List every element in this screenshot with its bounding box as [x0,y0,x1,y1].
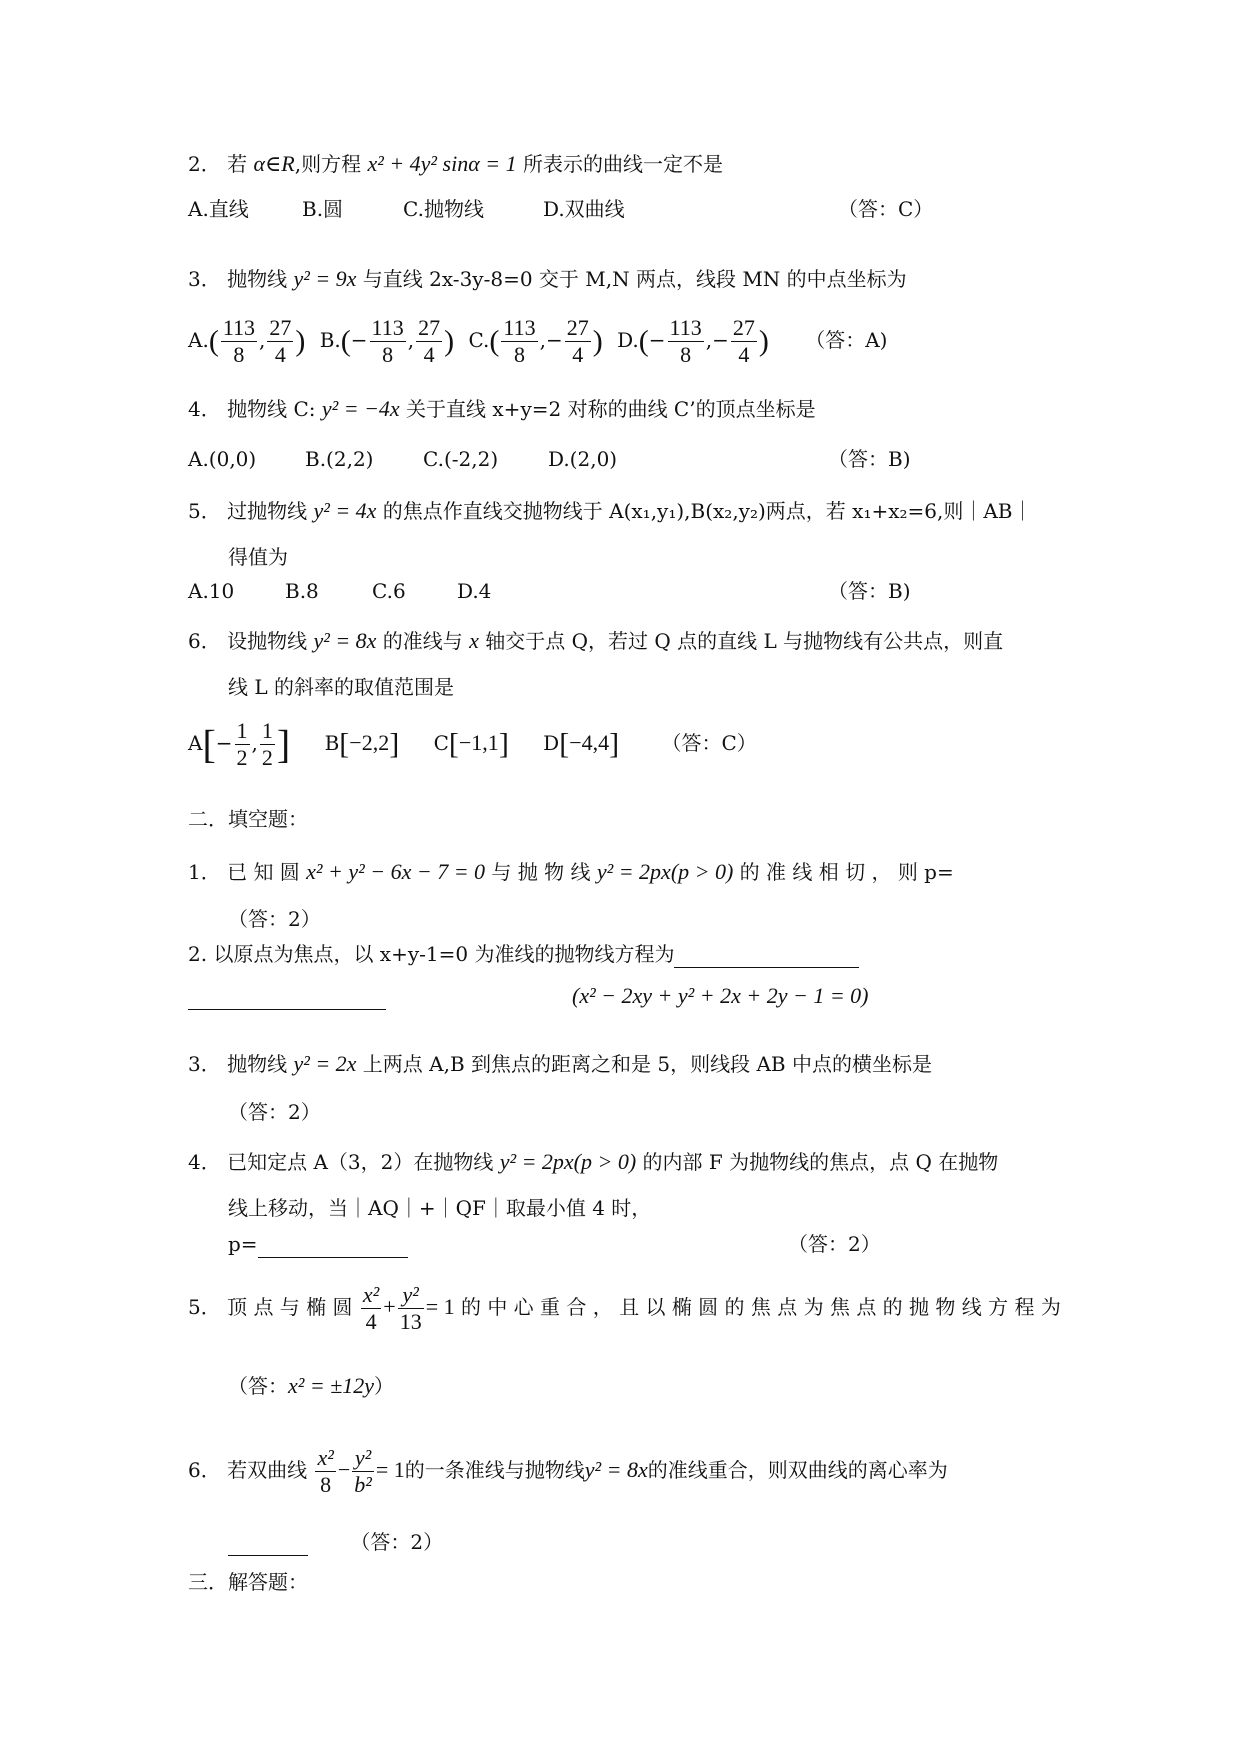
option-b: B.(− $\frac{113}{8}$ , $\frac{27}{4}$ ) [319,315,455,367]
equation: y² = 2px(p > 0) [499,1149,637,1174]
fraction [221,315,257,368]
option-d: D.4 [457,579,492,603]
denominator: 2 [236,745,248,770]
options-row [188,718,757,771]
question-text: 关于直线 x+y=2 对称的曲线 C’的顶点坐标是 [406,397,816,421]
option-label: A [188,731,203,755]
answer: （答：2） [350,1530,444,1554]
question-number: 4． [188,1150,221,1174]
answer: （答：2） [228,1100,321,1124]
question-4-line3 [228,1230,408,1258]
question-6 [188,627,1003,655]
fraction [352,1445,374,1498]
question-text: 的准线与 [382,629,463,653]
equation: x² + y² − 6x − 7 = 0 [306,859,486,884]
answer-text: （答： [228,1374,288,1398]
question-text: 过抛物线 [227,499,308,523]
fraction [361,1282,381,1335]
option-a: A.( $\frac{113}{8}$ , $\frac{27}{4}$ ) [188,315,306,367]
equation: x² + 4y² sinα = 1 [367,151,517,176]
answer-text: ） [374,1374,395,1398]
answer: （答：2） [228,907,321,931]
question-text: 的 中 心 重 合 ， 且 以 椭 圆 的 焦 点 为 焦 点 的 抛 物 线 方 程 为 [460,1295,1061,1319]
interval: −4,4 [569,730,610,755]
fill-question-5 [188,1282,1061,1335]
option-a: A.10 [188,579,235,603]
question-text: 顶 点 与 椭 圆 [227,1295,353,1319]
answer-blank[interactable] [228,1533,308,1556]
equation: y² = 9x [293,266,357,291]
denominator: 8 [233,342,245,367]
question-text: 与 抛 物 线 [491,860,591,884]
fraction [260,718,275,771]
numerator: 113 [371,315,404,340]
question-5-line2: 得值为 [228,545,288,569]
option-label: C [433,731,449,755]
question-4-line2: 线上移动，当｜AQ｜+｜QF｜取最小值 4 时， [228,1196,652,1220]
denominator: 4 [738,342,750,367]
question-number: 4． [188,397,221,421]
equation: = 1 [375,1457,405,1482]
option-b: B.圆 [302,197,344,221]
sign: − [350,328,368,352]
section-title: 二．填空题： [188,807,308,831]
equation: y² = 2x [293,1051,357,1076]
option-d: D.双曲线 [543,197,625,221]
question-5 [188,497,1033,525]
option-c: C.( $\frac{113}{8}$ ,− $\frac{27}{4}$ ) [468,315,603,367]
question-number: 5． [188,1295,221,1319]
interval: −2,2 [349,730,390,755]
answer-blank[interactable] [188,985,386,1010]
answer: （答：A) [805,328,888,352]
equation: = 1 [425,1294,455,1319]
option-a: A[− $\frac{1}{2}$ , $\frac{1}{2}$ ] [188,718,291,770]
denominator: b² [354,1472,372,1497]
denominator: 4 [274,342,286,367]
question-text: 轴交于点 Q，若过 Q 点的直线 L 与抛物线有公共点，则直 [485,629,1004,653]
fraction [731,315,757,368]
answer: （答：B) [828,447,911,471]
question-number: 6． [188,629,221,653]
denominator: 8 [320,1472,332,1497]
question-text: 若 [227,152,248,176]
question-text: 的 准 线 相 切 ， 则 p= [739,860,954,884]
fill-question-1 [188,858,954,886]
numerator: y² [398,1282,424,1309]
fraction [398,1282,424,1335]
fraction [370,315,406,368]
fraction [501,315,537,368]
option-b: B[−2,2] [324,727,400,761]
numerator: 1 [236,718,248,743]
option-label: B [324,731,340,755]
fraction [565,315,591,368]
answer [228,1372,394,1400]
denominator: 4 [572,342,584,367]
question-number: 3． [188,267,221,291]
numerator: 27 [566,315,589,340]
option-c: C.(-2,2) [423,447,499,471]
option-c: C.6 [372,579,406,603]
question-number: 2. [188,942,208,966]
option-c: C.抛物线 [403,197,484,221]
denominator: 8 [514,342,525,367]
question-text: 抛物线 [227,267,288,291]
options-row [188,315,887,368]
question-text: 抛物线 [227,1052,288,1076]
numerator: x² [317,1445,334,1470]
equation: y² = 4x [313,498,377,523]
fraction [416,315,442,368]
question-text: 已知定点 A（3，2）在抛物线 [227,1150,494,1174]
question-text: 以原点为焦点，以 x+y-1=0 为准线的抛物线方程为 [213,942,675,966]
answer [572,982,869,1010]
question-text: 的准线重合，则双曲线的离心率为 [647,1458,948,1482]
numerator: 113 [503,315,536,340]
option-d: D.(− $\frac{113}{8}$ ,− $\frac{27}{4}$ ) [617,315,769,367]
question-number: 6． [188,1458,221,1482]
option-b: B.8 [285,579,319,603]
option-b: B.(2,2) [305,447,374,471]
question-4 [188,395,816,423]
option-label: D [543,731,560,755]
denominator: 13 [399,1309,422,1334]
denominator: 2 [261,745,273,770]
question-text: 若双曲线 [227,1458,308,1482]
sign: − [545,328,563,352]
question-3 [188,265,907,293]
formula: α∈R [253,151,295,176]
question-6-line2: 线 L 的斜率的取值范围是 [228,675,454,699]
question-text: 已 知 圆 [227,860,300,884]
answer-equation: (x² − 2xy + y² + 2x + 2y − 1 = 0) [572,983,869,1008]
equation: y² = 8x [313,628,377,653]
question-text: p= [228,1232,258,1256]
numerator: 1 [261,718,273,743]
equation: y² = 8x [584,1457,648,1482]
option-d: D[−4,4] [543,727,620,761]
question-text: 与直线 2x-3y-8=0 交于 M,N 两点，线段 MN 的中点坐标为 [362,267,907,291]
fill-question-6 [188,1445,948,1498]
question-text: 的焦点作直线交抛物线于 A(x₁,y₁),B(x₂,y₂)两点，若 x₁+x₂=6,则｜AB｜ [382,499,1033,523]
denominator: 4 [365,1309,377,1334]
numerator: 113 [222,315,255,340]
fraction [267,315,293,368]
option-a: A.直线 [188,197,249,221]
answer: （答：C） [838,197,934,221]
section-title: 三．解答题： [188,1570,308,1594]
denominator: 4 [423,342,435,367]
sign: − [712,328,729,352]
numerator: x² [362,1282,380,1307]
answer: （答：2） [788,1232,881,1256]
answer: （答：C） [661,731,757,755]
option-a: A.(0,0) [188,447,257,471]
sign: − [648,328,666,352]
fraction [235,718,250,771]
question-number: 5． [188,499,221,523]
question-number: 3． [188,1052,221,1076]
numerator: 113 [669,315,702,340]
option-label: A. [188,328,209,352]
sign: − [215,731,233,755]
answer: （答：B) [828,579,911,603]
question-text: ,则方程 [294,152,362,176]
variable: x [469,628,479,653]
question-number: 2． [188,152,221,176]
fill-question-4 [188,1148,998,1176]
fraction [315,1445,335,1498]
numerator: 27 [269,315,292,340]
numerator: 27 [418,315,441,340]
answer-blank[interactable] [258,1235,408,1258]
question-text: 上两点 A,B 到焦点的距离之和是 5，则线段 AB 中点的横坐标是 [362,1052,932,1076]
fill-question-3 [188,1050,932,1078]
question-text: 的一条准线与抛物线 [404,1458,585,1482]
interval: −1,1 [458,730,499,755]
answer-row [228,1528,443,1556]
fill-question-2 [188,940,859,968]
question-2 [188,150,723,178]
answer-blank[interactable] [674,945,859,968]
equation: y² = 2px(p > 0) [596,859,734,884]
answer-equation: x² = ±12y [288,1373,375,1398]
denominator: 8 [382,342,394,367]
question-text: 抛物线 C: [227,397,316,421]
denominator: 8 [680,342,692,367]
question-text: 的内部 F 为抛物线的焦点，点 Q 在抛物 [642,1150,999,1174]
equation: y² = −4x [321,396,400,421]
option-label: B. [319,328,341,352]
question-text: 所表示的曲线一定不是 [522,152,723,176]
option-d: D.(2,0) [548,447,618,471]
question-text: 设抛物线 [227,629,308,653]
numerator: y² [352,1445,374,1472]
operator: − [337,1457,351,1482]
operator: + [383,1294,396,1319]
question-number: 1． [188,860,221,884]
option-label: D. [617,328,639,352]
numerator: 27 [732,315,755,340]
option-c: C[−1,1] [433,727,509,761]
fraction [668,315,704,368]
option-label: C. [468,328,490,352]
